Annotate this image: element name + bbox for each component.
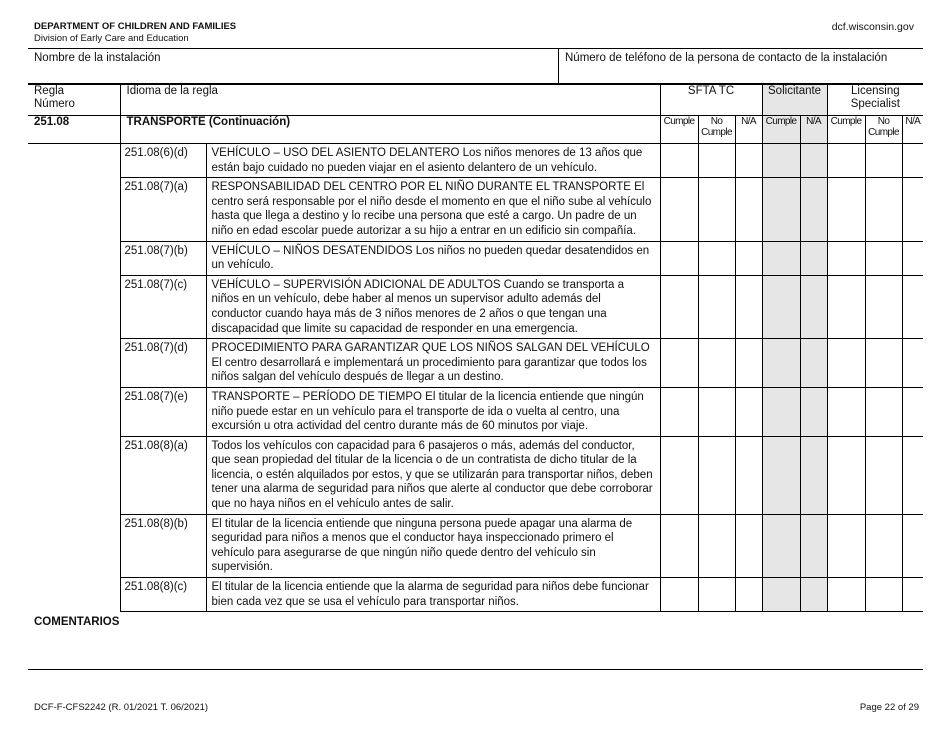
licensing-no-cumple-cell[interactable] (865, 178, 902, 241)
sfta-na-cell[interactable] (735, 514, 762, 577)
licensing-na-cell[interactable] (902, 241, 923, 275)
sfta-na-cumple-cell[interactable] (735, 144, 762, 178)
rule-row (28, 144, 923, 178)
website-link[interactable]: dcf.wisconsin.gov (831, 21, 914, 33)
sub-cumple: Cumple (762, 116, 800, 144)
licensing-no-cumple-cell[interactable] (865, 241, 902, 275)
sfta-cumple-cell[interactable] (660, 275, 698, 338)
sfta-na-cell[interactable] (735, 387, 762, 436)
applicant-na-cell[interactable] (800, 514, 827, 577)
licensing-cumple-cell[interactable] (827, 144, 865, 178)
applicant-cumple-cell[interactable] (762, 275, 800, 338)
applicant-cumple-cell[interactable] (762, 436, 800, 514)
licensing-no-cumple-cell[interactable] (865, 514, 902, 577)
licensing-na-cell[interactable] (902, 178, 923, 241)
applicant-na-cell[interactable] (800, 178, 827, 241)
department-name: DEPARTMENT OF CHILDREN AND FAMILIES (34, 21, 237, 32)
rule-text: Todos los vehículos con capacidad para 6 pasajeros o más, además del conductor, que sean propiedad del titular de la licencia o de un contratista de dicho titular de la licencia, o estén alquilados por estos, y que se utilizarán para transportar niños, deben tener una alarma de seguridad para niños que alerte al conductor que debe corroborar que no haya niños en el vehículo antes de salir. (206, 436, 660, 514)
applicant-cumple-cell[interactable] (762, 514, 800, 577)
sfta-no-cumple-cell[interactable] (698, 578, 735, 612)
sfta-na-cell[interactable] (735, 339, 762, 388)
licensing-na-cell[interactable] (902, 275, 923, 338)
facility-divider (558, 49, 559, 83)
licensing-cumple-cell[interactable] (827, 578, 865, 612)
rule-row (28, 387, 923, 436)
licensing-cumple-cell[interactable] (827, 241, 865, 275)
rule-text: El titular de la licencia entiende que la alarma de seguridad para niños debe funcionar bien cada vez que se usa el vehículo para transportar niños. (206, 578, 660, 612)
section-title: TRANSPORTE (Continuación) (120, 116, 660, 144)
licensing-no-cumple-cell[interactable] (865, 144, 902, 178)
applicant-na-cell[interactable] (800, 144, 827, 178)
licensing-cumple-cell[interactable] (827, 275, 865, 338)
licensing-no-cumple-cell[interactable] (865, 578, 902, 612)
applicant-cumple-cell[interactable] (762, 144, 800, 178)
applicant-na-cell[interactable] (800, 578, 827, 612)
rule-row (28, 275, 923, 338)
sfta-cumple-cell[interactable] (660, 514, 698, 577)
sfta-no-cumple-cell[interactable] (698, 436, 735, 514)
licensing-cumple-cell[interactable] (827, 436, 865, 514)
sfta-no-cumple-cell[interactable] (698, 339, 735, 388)
applicant-cumple-cell[interactable] (762, 578, 800, 612)
rule-row (28, 514, 923, 577)
applicant-na-cell[interactable] (800, 275, 827, 338)
licensing-no-cumple-cell[interactable] (865, 436, 902, 514)
licensing-cumple-cell[interactable] (827, 339, 865, 388)
sfta-na-cell[interactable] (735, 275, 762, 338)
rule-ref: 251.08(6)(d) (120, 144, 206, 178)
rule-ref: 251.08(7)(a) (120, 178, 206, 241)
rule-row (28, 178, 923, 241)
rule-row (28, 436, 923, 514)
rule-row (28, 578, 923, 612)
licensing-na-cell[interactable] (902, 387, 923, 436)
applicant-cumple-cell[interactable] (762, 339, 800, 388)
applicant-na-cell[interactable] (800, 387, 827, 436)
rules-table (28, 84, 923, 612)
licensing-na-cell[interactable] (902, 339, 923, 388)
sfta-no-cumple-cell[interactable] (698, 387, 735, 436)
applicant-cumple-cell[interactable] (762, 387, 800, 436)
applicant-cumple-cell[interactable] (762, 241, 800, 275)
sfta-no-cumple-cell[interactable] (698, 144, 735, 178)
sfta-na-cell[interactable] (735, 578, 762, 612)
licensing-no-cumple-cell[interactable] (865, 275, 902, 338)
col-sfta: SFTA TC (660, 85, 762, 116)
sfta-na-cell[interactable] (735, 178, 762, 241)
rule-ref: 251.08(7)(c) (120, 275, 206, 338)
rule-text: TRANSPORTE – PERÍODO DE TIEMPO El titular de la licencia entiende que ningún niño puede estar en un vehículo para el transporte de ida o vuelta al centro, una excursión u otra actividad del centro durante más de 60 minutos por viaje. (206, 387, 660, 436)
sfta-na-cell[interactable] (735, 436, 762, 514)
licensing-cumple-cell[interactable] (827, 387, 865, 436)
sfta-cumple-cell[interactable] (660, 578, 698, 612)
form-id: DCF-F-CFS2242 (R. 01/2021 T. 06/2021) (34, 702, 209, 713)
facility-info-row (28, 48, 923, 84)
sfta-cumple-cell[interactable] (660, 178, 698, 241)
sub-na: N/A (735, 116, 762, 144)
rule-ref: 251.08(7)(e) (120, 387, 206, 436)
col-licensing-specialist: Licensing Specialist (827, 85, 923, 116)
sub-na: N/A (800, 116, 827, 144)
comments-label: COMENTARIOS (34, 616, 120, 628)
rule-ref: 251.08(7)(d) (120, 339, 206, 388)
contact-phone-field[interactable]: Número de teléfono de la persona de contacto de la instalación (565, 52, 888, 64)
section-row (28, 116, 923, 144)
sfta-cumple-cell[interactable] (660, 241, 698, 275)
applicant-cumple-cell[interactable] (762, 178, 800, 241)
licensing-na-cell[interactable] (902, 514, 923, 577)
licensing-na-cell[interactable] (902, 436, 923, 514)
division-name: Division of Early Care and Education (34, 33, 189, 44)
rule-text: RESPONSABILIDAD DEL CENTRO POR EL NIÑO DURANTE EL TRANSPORTE El centro será responsable por el niño desde el momento en que el niño sube al vehículo hasta que llega a destino y lo recibe una persona que esté a cargo. Un padre de un niño en edad escolar puede autorizar a su hijo a entrar en un edificio sin compañía. (206, 178, 660, 241)
table-header-row (28, 85, 923, 116)
sfta-no-cumple-cell[interactable] (698, 275, 735, 338)
licensing-na-cell[interactable] (902, 578, 923, 612)
rule-text: VEHÍCULO – NIÑOS DESATENDIDOS Los niños no pueden quedar desatendidos en un vehículo. (206, 241, 660, 275)
facility-name-field[interactable]: Nombre de la instalación (34, 52, 161, 64)
applicant-na-cell[interactable] (800, 241, 827, 275)
licensing-na-cell[interactable] (902, 144, 923, 178)
applicant-na-cell[interactable] (800, 339, 827, 388)
rule-row (28, 241, 923, 275)
rule-row (28, 339, 923, 388)
sub-cumple: Cumple (660, 116, 698, 144)
sub-no-cumple: No Cumple (698, 116, 735, 144)
sfta-cumple-cell[interactable] (660, 387, 698, 436)
rule-ref: 251.08(8)(b) (120, 514, 206, 577)
sfta-no-cumple-cell[interactable] (698, 178, 735, 241)
col-rule-language: Idioma de la regla (120, 85, 660, 116)
sfta-no-cumple-cell[interactable] (698, 514, 735, 577)
sfta-cumple-cell[interactable] (660, 144, 698, 178)
rule-ref: 251.08(7)(b) (120, 241, 206, 275)
rule-ref: 251.08(8)(a) (120, 436, 206, 514)
rule-text: VEHÍCULO – SUPERVISIÓN ADICIONAL DE ADULTOS Cuando se transporta a niños en un vehículo, debe haber al menos un supervisor adulto además del conductor cuando haya más de 3 niños menores de 2 años o que tengan una discapacidad que limite su capacidad de responder en una emergencia. (206, 275, 660, 338)
licensing-cumple-cell[interactable] (827, 514, 865, 577)
section-number: 251.08 (28, 116, 120, 144)
sub-na: N/A (902, 116, 923, 144)
sfta-no-cumple-cell[interactable] (698, 241, 735, 275)
sub-cumple: Cumple (827, 116, 865, 144)
sub-no-cumple: No Cumple (865, 116, 902, 144)
rule-text: VEHÍCULO – USO DEL ASIENTO DELANTERO Los niños menores de 13 años que están bajo cuidado no pueden viajar en el asiento delantero de un vehículo. (206, 144, 660, 178)
rule-text: El titular de la licencia entiende que ninguna persona puede apagar una alarma de seguridad para niños a menos que el conductor haya inspeccionado primero el vehículo para asegurarse de que ningún niño quede dentro del vehículo sin supervisión. (206, 514, 660, 577)
col-rule-number: Regla Número (28, 85, 120, 116)
sfta-cumple-cell[interactable] (660, 436, 698, 514)
page-number: Page 22 of 29 (859, 702, 919, 713)
comments-bottom-line (28, 669, 923, 670)
licensing-no-cumple-cell[interactable] (865, 339, 902, 388)
col-applicant: Solicitante (762, 85, 827, 116)
applicant-na-cell[interactable] (800, 436, 827, 514)
licensing-no-cumple-cell[interactable] (865, 387, 902, 436)
rule-ref: 251.08(8)(c) (120, 578, 206, 612)
rule-text: PROCEDIMIENTO PARA GARANTIZAR QUE LOS NIÑOS SALGAN DEL VEHÍCULO El centro desarrollará e implementará un procedimiento para garantizar que todos los niños salgan del vehículo después de llegar a un destino. (206, 339, 660, 388)
licensing-cumple-cell[interactable] (827, 178, 865, 241)
rule-number-spacer (28, 144, 120, 612)
sfta-cumple-cell[interactable] (660, 339, 698, 388)
sfta-na-cell[interactable] (735, 241, 762, 275)
